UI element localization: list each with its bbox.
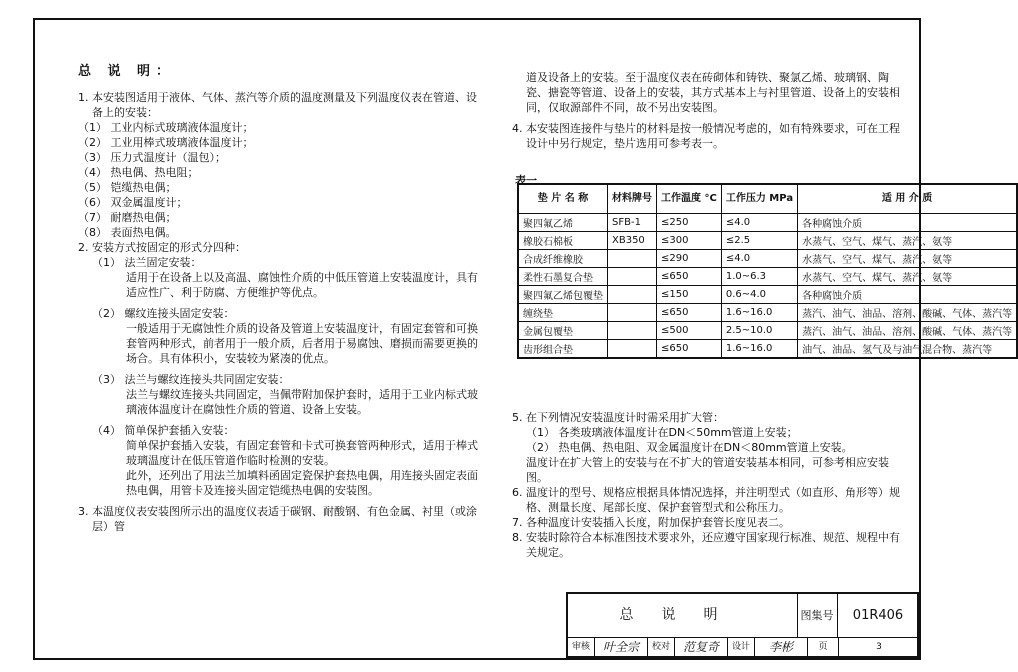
list-item: （7） 耐磨热电偶； (78, 211, 177, 224)
table-cell: ≤300 (657, 232, 722, 250)
table-cell: 1.0~6.3 (721, 268, 797, 286)
table-cell: 金属包覆垫 (518, 322, 608, 340)
table-row (518, 250, 1017, 268)
table-row (518, 268, 1017, 286)
table-cell: 水蒸气、空气、煤气、蒸汽、氨等 (798, 268, 1018, 286)
table-row (518, 286, 1017, 304)
item-3-continued: 道及设备上的安装。至于温度仪表在砖砌体和铸铁、聚氯乙烯、玻璃钢、陶瓷、搪瓷等管道、设备上的安装，其方式基本上与衬里管道、设备上的安装相同，仅取源部件不同，故不另出安装图。 (526, 71, 900, 114)
table-cell: 蒸汽、油气、油品、溶剂、酸碱、气体、蒸汽等 (798, 304, 1018, 322)
sub-1-body: 适用于在设备上以及高温、腐蚀性介质的中低压管道上安装温度计，具有适应性广、利于防腐、方便维护等优点。 (126, 271, 478, 299)
table-cell: 橡胶石棉板 (518, 232, 608, 250)
header-cell: 工作温度 °C (657, 184, 722, 214)
header-cell: 适 用 介 质 (798, 184, 1018, 214)
table-cell: 聚四氟乙烯包覆垫 (518, 286, 608, 304)
right-column-lower (512, 410, 907, 560)
sub-2-body: 一般适用于无腐蚀性介质的设备及管道上安装温度计，有固定套管和可换套管两种形式，前者用于一般介质，后者用于易腐蚀、磨损而需要更换的场合。具有体积小，安装较为紧凑的优点。 (126, 322, 478, 365)
sub-3-heading: （3） 法兰与螺纹连接头共同固定安装： (92, 373, 290, 386)
table-cell: XB350 (608, 232, 657, 250)
sub-4-body-1: 简单保护套插入安装，有固定套管和卡式可换套管两种形式，适用于棒式玻璃温度计在低压管道作临时检测的安装。 (126, 439, 478, 467)
header-cell: 工作压力 MPa (721, 184, 797, 214)
right-column (512, 70, 907, 151)
table-row (518, 232, 1017, 250)
list-item: （5） 铠缆热电偶； (78, 181, 177, 194)
design-label: 设计 (731, 642, 750, 652)
table-cell: ≤500 (657, 322, 722, 340)
sub-1-heading: （1） 法兰固定安装： (92, 256, 202, 269)
table-cell: 各种腐蚀介质 (798, 214, 1018, 232)
table-cell: 1.6~16.0 (721, 340, 797, 359)
item-2: 2. 安装方式按固定的形式分四种： (78, 241, 246, 254)
sub-4-body-2: 此外，还列出了用法兰加填料函固定瓷保护套热电偶，用连接头固定表面热电偶，用管卡及连接头固定铠缆热电偶的安装图。 (126, 469, 478, 497)
list-item: （4） 热电偶、热电阻； (78, 166, 199, 179)
table-cell: ≤4.0 (721, 214, 797, 232)
header-cell: 垫 片 名 称 (518, 184, 608, 214)
title-block (566, 592, 919, 658)
design-signature: 李彬 (768, 640, 793, 654)
table-cell: ≤250 (657, 214, 722, 232)
table-cell (608, 286, 657, 304)
item-8: 8. 安装时除符合本标准图技术要求外，还应遵守国家现行标准、规范、规程中有关规定。 (512, 531, 900, 559)
left-column (78, 90, 478, 534)
table-row (518, 304, 1017, 322)
table-cell: ≤650 (657, 304, 722, 322)
list-item: （1） 各类玻璃液体温度计在DN＜50mm管道上安装； (526, 426, 798, 439)
table-cell: ≤650 (657, 340, 722, 359)
review-label: 审核 (571, 642, 590, 652)
table-row (518, 322, 1017, 340)
sub-3-body: 法兰与螺纹连接头共同固定，当佩带附加保护套时，适用于工业内标式玻璃液体温度计在腐蚀性介质的管道、设备上安装。 (126, 388, 478, 416)
list-item: （3） 压力式温度计（温包）； (78, 151, 226, 164)
list-item: （8） 表面热电偶。 (78, 226, 177, 239)
table-header-row (518, 184, 1017, 214)
table-cell (608, 340, 657, 359)
table-row (518, 214, 1017, 232)
gasket-table (517, 183, 1018, 359)
sheet-title: 总说明 (568, 594, 798, 637)
table-cell: ≤650 (657, 268, 722, 286)
table-1-label: 表一 (515, 174, 537, 187)
table-cell: ≤290 (657, 250, 722, 268)
table-cell: ≤2.5 (721, 232, 797, 250)
item-5-note: 温度计在扩大管上的安装与在不扩大的管道安装基本相同，可参考相应安装图。 (526, 456, 889, 484)
table-cell: 1.6~16.0 (721, 304, 797, 322)
table-cell: 柔性石墨复合垫 (518, 268, 608, 286)
header-cell: 材料牌号 (608, 184, 657, 214)
item-4: 4. 本安装图连接件与垫片的材料是按一般情况考虑的，如有特殊要求，可在工程设计中另行规定，垫片选用可参考表一。 (512, 122, 900, 150)
thermometer-type-list (78, 120, 478, 240)
atlas-number: 01R406 (852, 608, 904, 623)
table-cell (608, 268, 657, 286)
atlas-number-label: 图集号 (797, 594, 838, 637)
table-cell: 水蒸气、空气、煤气、蒸汽、氨等 (798, 250, 1018, 268)
list-item: （6） 双金属温度计； (78, 196, 188, 209)
table-cell: 油气、油品、氢气及与油气混合物、蒸汽等 (798, 340, 1018, 359)
table-cell: 各种腐蚀介质 (798, 286, 1018, 304)
table-cell (608, 304, 657, 322)
table-cell: 齿形组合垫 (518, 340, 608, 359)
list-item: （2） 热电偶、热电阻、双金属温度计在DN＜80mm管道上安装。 (526, 441, 853, 454)
table-cell: 聚四氟乙烯 (518, 214, 608, 232)
table-body (518, 214, 1017, 359)
review-signature: 叶全宗 (602, 640, 639, 654)
item-6: 6. 温度计的型号、规格应根据具体情况选择，并注明型式（如直形、角形等）规格、测量长度、尾部长度、保护套管型式和公称压力。 (512, 486, 900, 514)
table-cell (608, 322, 657, 340)
table-cell: 蒸汽、油气、油品、溶剂、酸碱、气体、蒸汽等 (798, 322, 1018, 340)
check-label: 校对 (651, 642, 670, 652)
check-signature: 范复奇 (682, 640, 719, 654)
item-3: 3. 本温度仪表安装图所示出的温度仪表适于碳钢、耐酸钢、有色金属、衬里（或涂层）管 (78, 505, 477, 533)
table-cell: SFB-1 (608, 214, 657, 232)
table-cell: ≤150 (657, 286, 722, 304)
sub-2-heading: （2） 螺纹连接头固定安装： (92, 307, 235, 320)
item-1: 1. 本安装图适用于液体、气体、蒸汽等介质的温度测量及下列温度仪表在管道、设备上的安装： (78, 91, 477, 119)
page-label: 页 (818, 642, 828, 652)
table-cell: 0.6~4.0 (721, 286, 797, 304)
list-item: （1） 工业内标式玻璃液体温度计； (78, 121, 254, 134)
signature-row (568, 637, 917, 658)
table-cell: ≤4.0 (721, 250, 797, 268)
sub-4-heading: （4） 简单保护套插入安装： (92, 424, 235, 437)
table-cell: 水蒸气、空气、煤气、蒸汽、氨等 (798, 232, 1018, 250)
page-number: 3 (876, 642, 882, 652)
table-row (518, 340, 1017, 359)
page-heading: 总 说 明： (78, 64, 176, 79)
table-cell (608, 250, 657, 268)
item-7: 7. 各种温度计安装插入长度，附加保护套管长度见表二。 (512, 516, 790, 529)
item-5: 5. 在下列情况安装温度计时需采用扩大管： (512, 411, 724, 424)
list-item: （2） 工业用棒式玻璃液体温度计； (78, 136, 254, 149)
table-cell: 合成纤维橡胶 (518, 250, 608, 268)
table-cell: 缠绕垫 (518, 304, 608, 322)
table-cell: 2.5~10.0 (721, 322, 797, 340)
